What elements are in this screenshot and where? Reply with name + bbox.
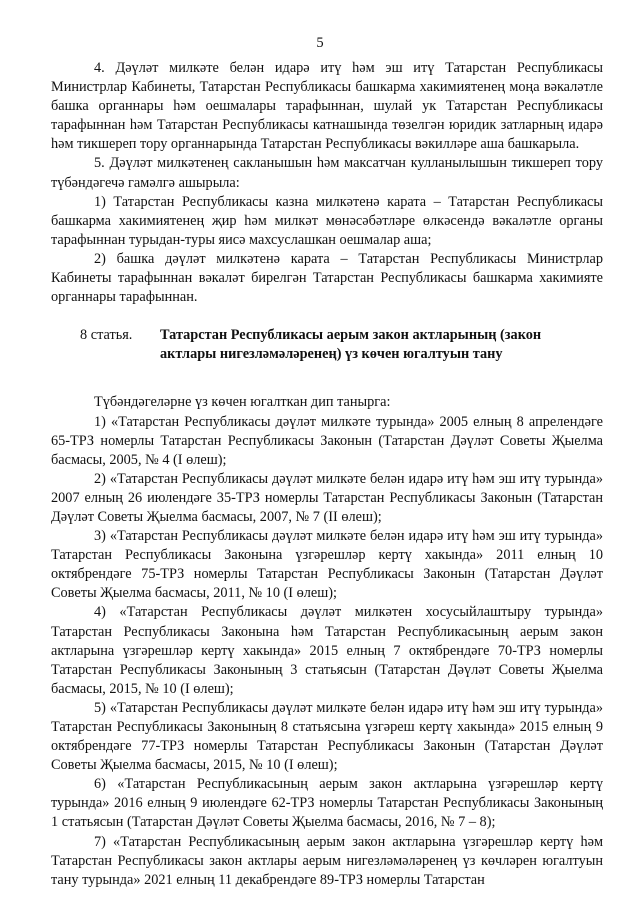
article-title (160, 326, 603, 364)
repeal-item-3: 3) «Татарстан Республикасы дәүләт милкәте белән идарә итү һәм эш итү турында» Татарстан Республикасы Законына үзгәрешләр кертү хакында» 2011 елның 10 октябрендәге 75-ТРЗ номерлы Татарстан Республикасы Законын (Татарстан Дәүләт Советы Җыелма басмасы, 2011, № 10 (I өлеш); (51, 528, 603, 602)
article-number: 8 статья. (80, 327, 133, 344)
article-heading (80, 326, 603, 364)
spacer (51, 383, 603, 393)
repeal-item-1: 1) «Татарстан Республикасы дәүләт милкәте турында» 2005 елның 8 апрелендәге 65-ТРЗ номерлы Татарстан Республикасы Законын (Татарстан Дәүләт Советы Җыелма басмасы, 2005, № 4 (I өлеш); (51, 413, 603, 468)
repeal-item-5: 5) «Татарстан Республикасы дәүләт милкәте белән идарә итү һәм эш итү турында» Татарстан Республикасы Законының 8 статьясына үзгәреш кертү хакында» 2015 елның 9 октябрендәге 77-ТРЗ номерлы Татарстан Республикасы Законын (Татарстан Дәүләт Советы Җыелма басмасы, 2015, № 10 (I өлеш); (51, 699, 603, 774)
repeal-item-4: 4) «Татарстан Республикасы дәүләт милкәтен хосусыйлаштыру турында» Татарстан Республикасы Законына һәм Татарстан Республикасының аерым закон актларына үзгәрешләр кертү хакында» 2015 елның 7 октябрендәге 70-ТРЗ номерлы Татарстан Республикасы Законының 3 статьясын (Татарстан Дәүләт Советы Җыелма басмасы, 2015, № 10 (I өлеш); (51, 604, 603, 697)
spacer (51, 364, 603, 383)
page-number: 5 (316, 35, 324, 51)
paragraph-5-item-1: 1) Татарстан Республикасы казна милкәтенә карата – Татарстан Республикасы башкарма хакимиятенең җир һәм милкәт мөнәсәбәтләре өлкәсендә вәкаләтле органы тарафыннан турыдан-туры яисә махсуслашкан оешмалар аша; (51, 193, 603, 248)
document-body (51, 59, 603, 890)
article-title-line-1: Татарстан Республикасы аерым закон актларының (закон (160, 327, 542, 344)
paragraph-5-item-2: 2) башка дәүләт милкәтенә карата – Татарстан Республикасы Министрлар Кабинеты тарафыннан вәкаләт бирелгән Татарстан Республикасы башкарма хакимияте органнары тарафыннан. (51, 250, 603, 306)
paragraph-5: 5. Дәүләт милкәтенең сакланышын һәм максатчан кулланылышын тикшереп тору түбәндәгечә гамәлгә ашырыла: (51, 155, 603, 191)
repeal-item-2: 2) «Татарстан Республикасы дәүләт милкәте белән идарә итү һәм эш итү турында» 2007 елның 26 июлендәге 35-ТРЗ номерлы Татарстан Республикасы Законын (Татарстан Дәүләт Советы Җыелма басмасы, 2007, № 7 (II өлеш); (51, 470, 603, 525)
repeal-item-7: 7) «Татарстан Республикасының аерым закон актларына үзгәрешләр кертү һәм Татарстан Республикасы закон актлары аерым нигезләмәләренең үз көчләрен югалтуын тану турында» 2021 елның 11 декабрендәге 89-ТРЗ номерлы Татарстан (51, 833, 603, 888)
repeal-item-6: 6) «Татарстан Республикасының аерым закон актларына үзгәрешләр кертү турында» 2016 елның 9 июлендәге 62-ТРЗ номерлы Татарстан Республикасы Законының 1 статьясын (Татарстан Дәүләт Советы Җыелма басмасы, 2016, № 7 – 8); (51, 776, 603, 831)
spacer (51, 307, 603, 326)
article-title-line-2: актлары нигезләмәләренең) үз көчен югалтуын тану (160, 346, 503, 363)
article-intro: Түбәндәгеләрне үз көчен югалткан дип танырга: (94, 394, 391, 411)
paragraph-4: 4. Дәүләт милкәте белән идарә итү һәм эш итү Татарстан Республикасы Министрлар Кабинеты, Татарстан Республикасы башкарма хакимиятенең моңа вәкаләтле башка органнары һәм оешмалары тарафыннан, шулай ук Татарстан Республикасы тарафыннан һәм Татарстан Республикасы катнашында төзелгән юридик затларның идарә һәм тикшереп тору органнарында Татарстан Республикасы вәкилләре аша башкарыла. (51, 60, 603, 153)
